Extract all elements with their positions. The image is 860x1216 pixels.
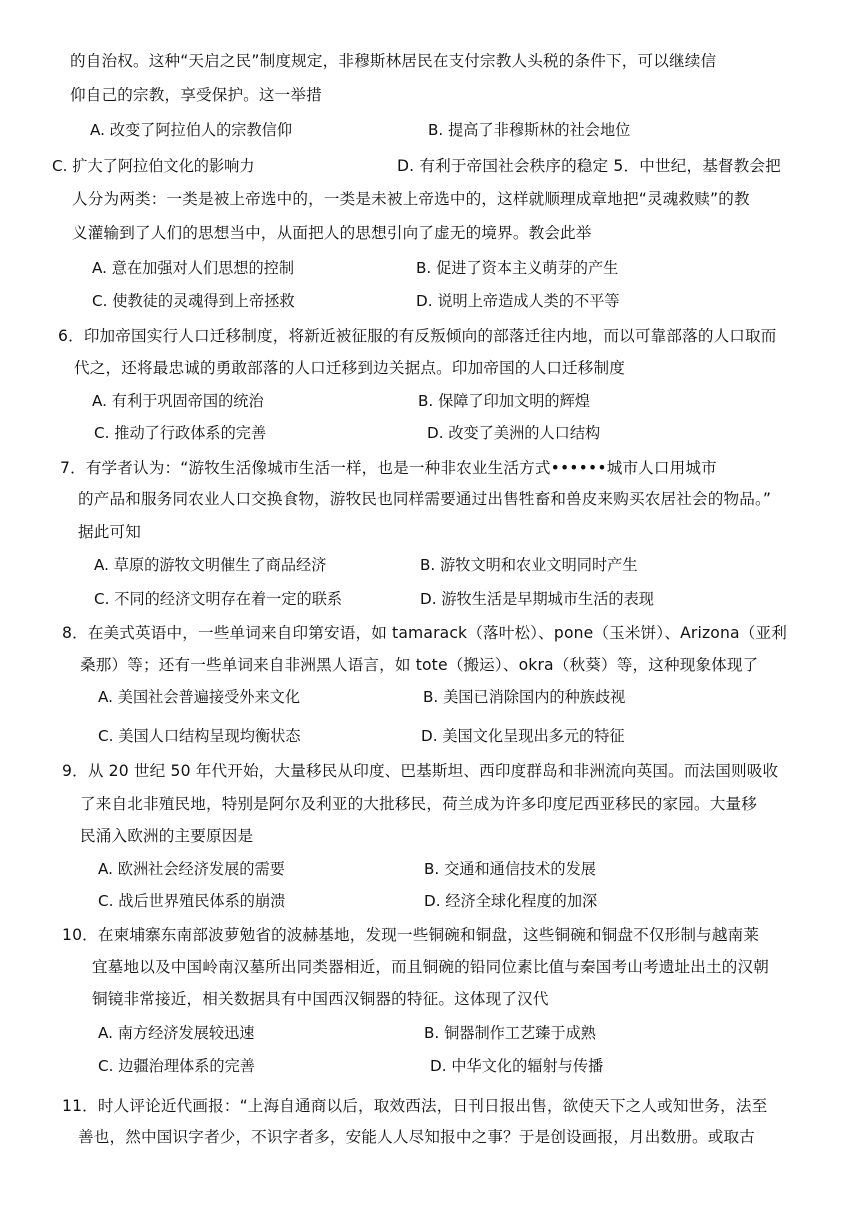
q9-option-c: C. 战后世界殖民体系的崩溃 [98,892,286,910]
q9-option-b: B. 交通和通信技术的发展 [424,860,596,878]
q9-option-a: A. 欧洲社会经济发展的需要 [98,860,285,878]
q8-option-b: B. 美国已消除国内的种族歧视 [423,688,626,706]
q7-stem-line-3: 据此可知 [78,523,141,541]
q7-option-a: A. 草原的游牧文明催生了商品经济 [94,556,327,574]
q9-option-d: D. 经济全球化程度的加深 [424,892,598,910]
q6-option-c: C. 推动了行政体系的完善 [94,424,267,442]
q5-stem-line-3: 义灌输到了人们的思想当中，从面把人的思想引向了虚无的境界。教会此举 [72,224,592,242]
q7-option-b: B. 游牧文明和农业文明同时产生 [420,556,638,574]
q7-stem-line-2: 的产品和服务同农业人口交换食物，游牧民也同样需要通过出售牲畜和兽皮来购买农居社会的物品。” [78,490,772,508]
q5-stem-line-2: 人分为两类：一类是被上帝选中的，一类是未被上帝选中的，这样就顺理成章地把“灵魂救赎”的教 [72,190,750,208]
q10-stem-line-1: 10．在柬埔寨东南部波萝勉省的波赫基地，发现一些铜碗和铜盘，这些铜碗和铜盘不仅形制与越南莱 [62,926,760,944]
q10-option-d: D. 中华文化的辐射与传播 [430,1057,604,1075]
q10-option-b: B. 铜器制作工艺臻于成熟 [424,1024,596,1042]
q8-option-a: A. 美国社会普遍接受外来文化 [98,688,301,706]
q4-option-c: C. 扩大了阿拉伯文化的影响力 [52,157,255,175]
q4-stem-line-2: 仰自己的宗教，享受保护。这一举措 [70,86,322,104]
q7-stem-line-1: 7．有学者认为：“游牧生活像城市生活一样，也是一种非农业生活方式••••••城市人口用城市 [60,459,717,477]
q8-option-d: D. 美国文化呈现出多元的特征 [421,727,625,745]
q6-option-a: A. 有利于巩固帝国的统治 [92,392,264,410]
q4-stem-line-1: 的自治权。这种“天启之民”制度规定，非穆斯林居民在支付宗教人头税的条件下，可以继续信 [70,52,717,70]
q11-stem-line-2: 善也，然中国识字者少，不识字者多，安能人人尽知报中之事？于是创设画报，月出数册。或取古 [78,1128,755,1146]
q8-stem-line-2: 桑那）等；还有一些单词来自非洲黑人语言，如 tote（搬运）、okra（秋葵）等，这种现象体现了 [80,656,759,674]
q7-option-d: D. 游牧生活是早期城市生活的表现 [420,590,654,608]
q10-option-c: C. 边疆治理体系的完善 [98,1057,255,1075]
q4-option-a: A. 改变了阿拉伯人的宗教信仰 [90,121,293,139]
q6-stem-line-2: 代之，还将最忠诚的勇敢部落的人口迁移到边关据点。印加帝国的人口迁移制度 [74,359,626,377]
q6-option-d: D. 改变了美洲的人口结构 [427,424,601,442]
q4-option-d-and-q5-stem-start: D. 有利于帝国社会秩序的稳定 5．中世纪，基督教会把 [397,157,781,175]
q5-option-a: A. 意在加强对人们思想的控制 [92,259,295,277]
q10-stem-line-2: 宜墓地以及中国岭南汉墓所出同类器相近，而且铜碗的铅同位素比值与秦国考山考遗址出土的汉朝 [92,958,769,976]
q7-option-c: C. 不同的经济文明存在着一定的联系 [94,590,343,608]
q9-stem-line-2: 了来自北非殖民地，特别是阿尔及利亚的大批移民，荷兰成为许多印度尼西亚移民的家园。大量移 [80,795,757,813]
q9-stem-line-3: 民涌入欧洲的主要原因是 [80,827,254,845]
q5-option-d: D. 说明上帝造成人类的不平等 [416,292,620,310]
q6-stem-line-1: 6．印加帝国实行人口迁移制度，将新近被征服的有反叛倾向的部落迁往内地，而以可靠部落的人口取而 [58,327,777,345]
q8-option-c: C. 美国人口结构呈现均衡状态 [98,727,301,745]
q8-stem-line-1: 8．在美式英语中，一些单词来自印第安语，如 tamarack（落叶松）、pone（玉米饼）、Arizona（亚利 [62,624,787,642]
q5-option-b: B. 促进了资本主义萌芽的产生 [416,259,619,277]
q5-option-c: C. 使教徒的灵魂得到上帝拯救 [92,292,295,310]
q11-stem-line-1: 11．时人评论近代画报：“上海自通商以后，取效西法，日刊日报出售，欲使天下之人或知世务，法至 [62,1097,768,1115]
q9-stem-line-1: 9．从 20 世纪 50 年代开始，大量移民从印度、巴基斯坦、西印度群岛和非洲流向英国。而法国则吸收 [62,762,779,780]
q4-option-b: B. 提高了非穆斯林的社会地位 [428,121,631,139]
q6-option-b: B. 保障了印加文明的辉煌 [418,392,590,410]
q10-stem-line-3: 铜镜非常接近，相关数据具有中国西汉铜器的特征。这体现了汉代 [92,990,549,1008]
q10-option-a: A. 南方经济发展较迅速 [98,1024,255,1042]
